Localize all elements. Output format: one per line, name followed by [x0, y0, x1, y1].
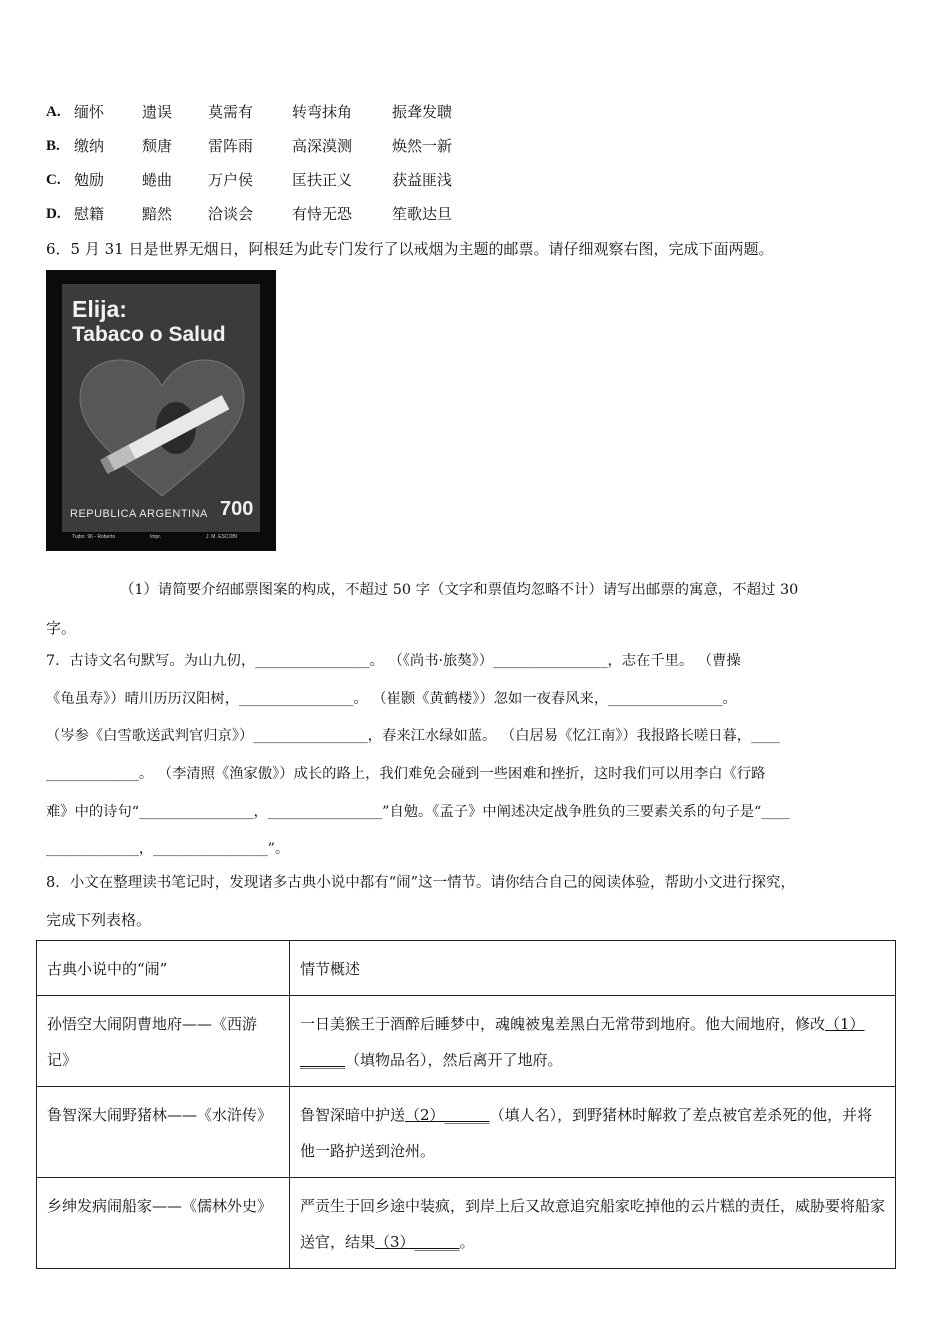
stamp-headline-1: Elija: [72, 296, 127, 322]
table-cell-summary [290, 1178, 896, 1269]
option-letter: D. [46, 206, 61, 222]
table-row [37, 1178, 896, 1269]
option-a [46, 101, 506, 123]
stamp-footer-right: J. M. ESCOBI [206, 534, 238, 540]
q7-line: _____________。 （李清照《渔家傲》）成长的路上，我们难免会碰到一些困难和挫折，这时我们可以用李白《行路 [46, 766, 766, 782]
option-word: 匡扶正义 [292, 171, 353, 189]
option-b [46, 135, 506, 157]
option-letter: A. [46, 104, 61, 120]
summary-text: （填人名），到野猪林时解救了差点被官差杀死的他，并将他一路护送到沧州。 [300, 1106, 873, 1160]
table-cell-summary [290, 1087, 896, 1178]
stamp-footer-mid: Impr. [150, 534, 162, 540]
stamp-headline-2: Tabaco o Salud [72, 323, 226, 346]
table-cell-novel: 鲁智深大闹野猪林——《水浒传》 [37, 1087, 290, 1178]
table-cell-novel: 乡绅发病闹船家——《儒林外史》 [37, 1178, 290, 1269]
summary-text: 鲁智深暗中护送 [300, 1106, 406, 1124]
q7-line: （岑参《白雪歌送武判官归京》）________________，春来江水绿如蓝。 （白居易《忆江南》）我报路长嗟日暮，____ [46, 728, 780, 744]
option-word: 遗误 [142, 103, 173, 121]
option-d [46, 203, 506, 225]
option-word: 高深漠测 [292, 137, 353, 155]
option-word: 勉励 [74, 171, 105, 189]
q7-line: 《龟虽寿》）晴川历历汉阳树，________________。 （崔颢《黄鹤楼》）忽如一夜春风来，________________。 [46, 691, 737, 707]
stamp-artwork [62, 284, 260, 532]
table-header-row [37, 941, 896, 996]
option-letter: B. [46, 138, 60, 154]
q7-line: 7．古诗文名句默写。为山九仞，________________。 （《尚书·旅獒》）________________，志在千里。 （曹操 [46, 653, 741, 669]
stamp-image [46, 270, 276, 551]
option-word: 蜷曲 [142, 171, 173, 189]
option-word: 慰籍 [74, 205, 105, 223]
table-header-cell: 情节概述 [290, 941, 896, 996]
table-cell-novel: 孙悟空大闹阴曹地府——《西游记》 [37, 996, 290, 1087]
heart-cigarette-illustration [76, 358, 248, 498]
stamp-value: 700 [220, 498, 254, 520]
option-word: 笙歌达旦 [392, 205, 453, 223]
table-cell-summary [290, 996, 896, 1087]
option-word: 颓唐 [142, 137, 173, 155]
option-word: 转弯抹角 [292, 103, 353, 121]
option-word: 万户侯 [208, 171, 254, 189]
summary-text: 严贡生于回乡途中装疯，到岸上后又故意追究船家吃掉他的云片糕的责任，威胁要将船家送官，结果 [300, 1197, 886, 1251]
summary-text: 一日美猴王于酒醉后睡梦中，魂魄被鬼差黑白无常带到地府。他大闹地府，修改 [300, 1015, 826, 1033]
option-word: 莫需有 [208, 103, 254, 121]
summary-text: 。 [459, 1233, 475, 1251]
q8-prompt-line1: 8．小文在整理读书笔记时，发现诸多古典小说中都有“闹”这一情节。请你结合自己的阅读体验，帮助小文进行探究， [46, 875, 796, 891]
stamp-country: REPUBLICA ARGENTINA [70, 508, 208, 520]
q6-prompt: 6．5 月 31 日是世界无烟日，阿根廷为此专门发行了以戒烟为主题的邮票。请仔细观察右图，完成下面两题。 [46, 240, 774, 258]
option-word: 黯然 [142, 205, 173, 223]
answer-blank[interactable]: （3）______ [375, 1233, 460, 1251]
option-word: 雷阵雨 [208, 137, 254, 155]
option-word: 缅怀 [74, 103, 105, 121]
answer-blank[interactable]: （1）______ [300, 1015, 865, 1069]
q6-sub1-line1: （1）请简要介绍邮票图案的构成，不超过 50 字（文字和票值均忽略不计）请写出邮票的寓意，不超过 30 [120, 582, 799, 598]
q8-prompt-line2: 完成下列表格。 [46, 911, 152, 929]
answer-blank[interactable]: （2）______ [405, 1106, 490, 1124]
q7-line: 难》中的诗句“________________，________________”自勉。《孟子》中阐述决定战争胜负的三要素关系的句子是“____ [46, 804, 790, 820]
option-c [46, 169, 506, 191]
q7-line: _____________，________________”。 [46, 841, 290, 857]
option-word: 振聋发聩 [392, 103, 453, 121]
option-word: 获益匪浅 [392, 171, 453, 189]
option-word: 有恃无恐 [292, 205, 353, 223]
option-word: 洽谈会 [208, 205, 254, 223]
option-letter: C. [46, 172, 61, 188]
stamp-footer-left: Tudor. 96 - Roberto [72, 534, 116, 540]
summary-text: （填物品名），然后离开了地府。 [345, 1051, 563, 1069]
table-header-cell: 古典小说中的“闹” [37, 941, 290, 996]
q8-table [36, 940, 896, 1269]
option-word: 缴纳 [74, 137, 105, 155]
q6-sub1-line2: 字。 [46, 619, 77, 637]
option-word: 焕然一新 [392, 137, 453, 155]
table-row [37, 996, 896, 1087]
table-row [37, 1087, 896, 1178]
